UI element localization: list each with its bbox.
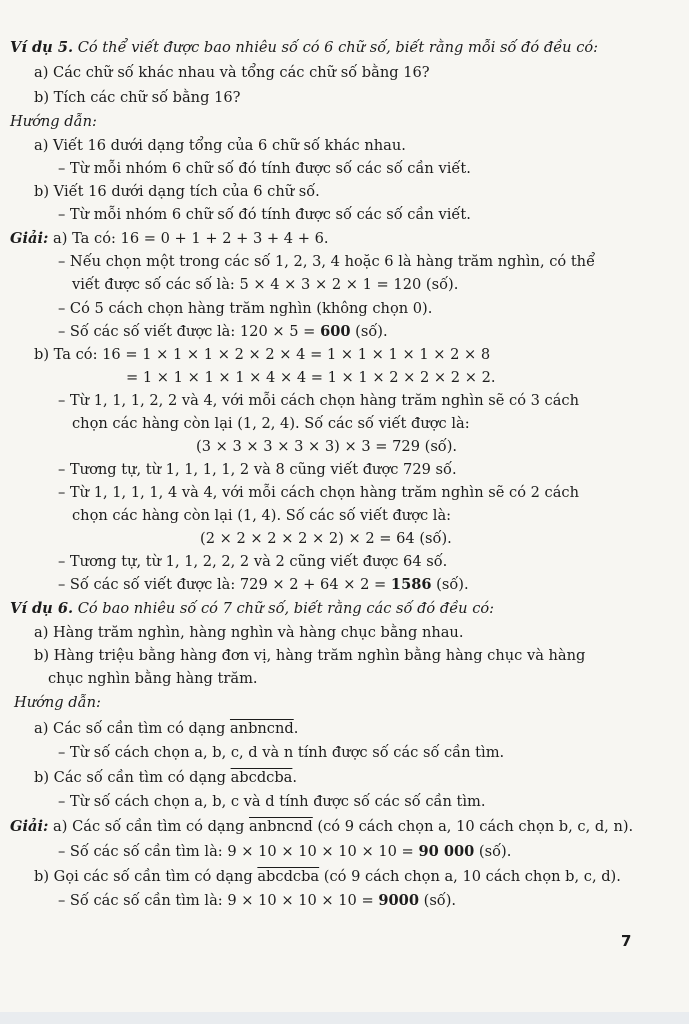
solution-a-text: a) Ta có: 16 = 0 + 1 + 2 + 3 + 4 + 6. — [48, 230, 329, 247]
guide-b-text: b) Các số cần tìm có dạng — [34, 769, 231, 786]
solution-b-total — [58, 576, 469, 594]
solution-b-case-3: – Từ 1, 1, 1, 1, 4 và 4, với mỗi cách chọn hàng trăm nghìn sẽ có 2 cách — [58, 484, 579, 501]
example-5-statement — [10, 39, 598, 57]
example-5-guide-title: Hướng dẫn: — [10, 113, 97, 130]
guide-b-number-form: abcdcba — [230, 769, 293, 786]
example-6-guide-b — [34, 769, 297, 787]
solution-6b-result: 9000 — [378, 892, 419, 909]
solution-b-case-1: – Từ 1, 1, 1, 2, 2 và 4, với mỗi cách chọn hàng trăm nghìn sẽ có 3 cách — [58, 392, 579, 409]
example-5-guide-a: a) Viết 16 dưới dạng tổng của 6 chữ số khác nhau. — [34, 137, 406, 154]
example-6-guide-title: Hướng dẫn: — [14, 694, 101, 711]
solution-b-result: 1586 — [390, 576, 432, 593]
solution-a-line-1: – Nếu chọn một trong các số 1, 2, 3, 4 hoặc 6 là hàng trăm nghìn, có thể — [58, 253, 596, 270]
example-6-part-b: b) Hàng triệu bằng hàng đơn vị, hàng trăm nghìn bằng hàng chục và hàng — [34, 647, 586, 664]
solution-6b-choices: (có 9 cách chọn a, 10 cách chọn b, c, d). — [319, 868, 621, 885]
solution-a-unit: (số). — [350, 323, 388, 340]
solution-6a-text: a) Các số cần tìm có dạng — [48, 818, 249, 835]
example-6-part-b-cont: chục nghìn bằng hàng trăm. — [48, 670, 258, 687]
solution-b-line-1: b) Ta có: 16 = 1 × 1 × 1 × 2 × 2 × 4 = 1 × 1 × 1 × 1 × 2 × 8 — [34, 346, 491, 363]
solution-6a-result: 90 000 — [418, 843, 475, 860]
solution-b-line-2: = 1 × 1 × 1 × 1 × 4 × 4 = 1 × 1 × 2 × 2 × 2 × 2. — [126, 369, 496, 386]
solution-a-total — [58, 323, 388, 341]
example-5-guide-a-hint: – Từ mỗi nhóm 6 chữ số đó tính được số các số cần viết. — [58, 160, 471, 177]
solution-6a-choices: (có 9 cách chọn a, 10 cách chọn b, c, d, n). — [312, 818, 634, 835]
guide-a-number-form: anbncnd — [229, 720, 294, 737]
solution-b-case-2: – Tương tự, từ 1, 1, 1, 1, 2 và 8 cũng viết được 729 số. — [58, 461, 457, 478]
solution-6a-number-form: anbncnd — [249, 818, 313, 835]
solution-a-total-text: – Số các số viết được là: 120 × 5 = — [58, 323, 321, 340]
guide-a-period: . — [293, 720, 299, 737]
example-6-statement — [10, 600, 494, 618]
example-5-part-b: b) Tích các chữ số bằng 16? — [34, 89, 241, 106]
solution-6b-text: b) Gọi các số cần tìm có dạng — [34, 868, 258, 885]
page-bottom-edge — [0, 1012, 689, 1024]
example-6-label: Ví dụ 6. — [10, 600, 74, 617]
guide-b-period: . — [292, 769, 298, 786]
solution-b-case-3-formula: (2 × 2 × 2 × 2 × 2) × 2 = 64 (số). — [200, 530, 452, 547]
solution-label-6: Giải: — [10, 818, 49, 835]
solution-a-line-3: – Có 5 cách chọn hàng trăm nghìn (không chọn 0). — [58, 300, 433, 317]
example-5-part-a: a) Các chữ số khác nhau và tổng các chữ số bằng 16? — [34, 64, 430, 81]
guide-a-text: a) Các số cần tìm có dạng — [34, 720, 230, 737]
example-5-label: Ví dụ 5. — [10, 39, 74, 56]
example-6-guide-b-hint: – Từ số cách chọn a, b, c và d tính được số các số cần tìm. — [58, 793, 486, 810]
example-6-solution-a-total — [58, 843, 511, 861]
example-6-solution-b — [34, 868, 621, 886]
example-5-guide-b-hint: – Từ mỗi nhóm 6 chữ số đó tính được số các số cần viết. — [58, 206, 471, 223]
solution-b-unit: (số). — [431, 576, 469, 593]
solution-b-case-1-formula: (3 × 3 × 3 × 3 × 3) × 3 = 729 (số). — [196, 438, 458, 455]
solution-b-case-1-cont: chọn các hàng còn lại (1, 2, 4). Số các số viết được là: — [72, 415, 470, 432]
example-6-guide-a-hint: – Từ số cách chọn a, b, c, d và n tính được số các số cần tìm. — [58, 744, 505, 761]
solution-a-result: 600 — [320, 323, 351, 340]
solution-label: Giải: — [10, 230, 49, 247]
solution-6b-total-text: – Số các số cần tìm là: 9 × 10 × 10 × 10 = — [58, 892, 379, 909]
example-6-text: Có bao nhiêu số có 7 chữ số, biết rằng các số đó đều có: — [73, 600, 495, 617]
solution-6a-total-text: – Số các số cần tìm là: 9 × 10 × 10 × 10 × 10 = — [58, 843, 419, 860]
solution-6b-number-form: abcdcba — [257, 868, 320, 885]
example-6-solution-b-total — [58, 892, 456, 910]
solution-b-total-text: – Số các số viết được là: 729 × 2 + 64 × 2 = — [58, 576, 391, 593]
example-5-guide-b: b) Viết 16 dưới dạng tích của 6 chữ số. — [34, 183, 320, 200]
example-6-guide-a — [34, 720, 298, 738]
example-5-solution-a — [10, 230, 329, 248]
example-6-solution-a — [10, 818, 633, 836]
example-6-part-a: a) Hàng trăm nghìn, hàng nghìn và hàng chục bằng nhau. — [34, 624, 464, 641]
solution-6a-unit: (số). — [474, 843, 512, 860]
solution-6b-unit: (số). — [418, 892, 457, 909]
solution-a-line-2: viết được số các số là: 5 × 4 × 3 × 2 × 1 = 120 (số). — [72, 276, 459, 293]
solution-b-case-4: – Tương tự, từ 1, 1, 2, 2, 2 và 2 cũng viết được 64 số. — [58, 553, 448, 570]
solution-b-case-3-cont: chọn các hàng còn lại (1, 4). Số các số viết được là: — [72, 507, 452, 524]
page-number: 7 — [621, 932, 632, 950]
example-5-text: Có thể viết được bao nhiêu số có 6 chữ số, biết rằng mỗi số đó đều có: — [73, 39, 599, 56]
